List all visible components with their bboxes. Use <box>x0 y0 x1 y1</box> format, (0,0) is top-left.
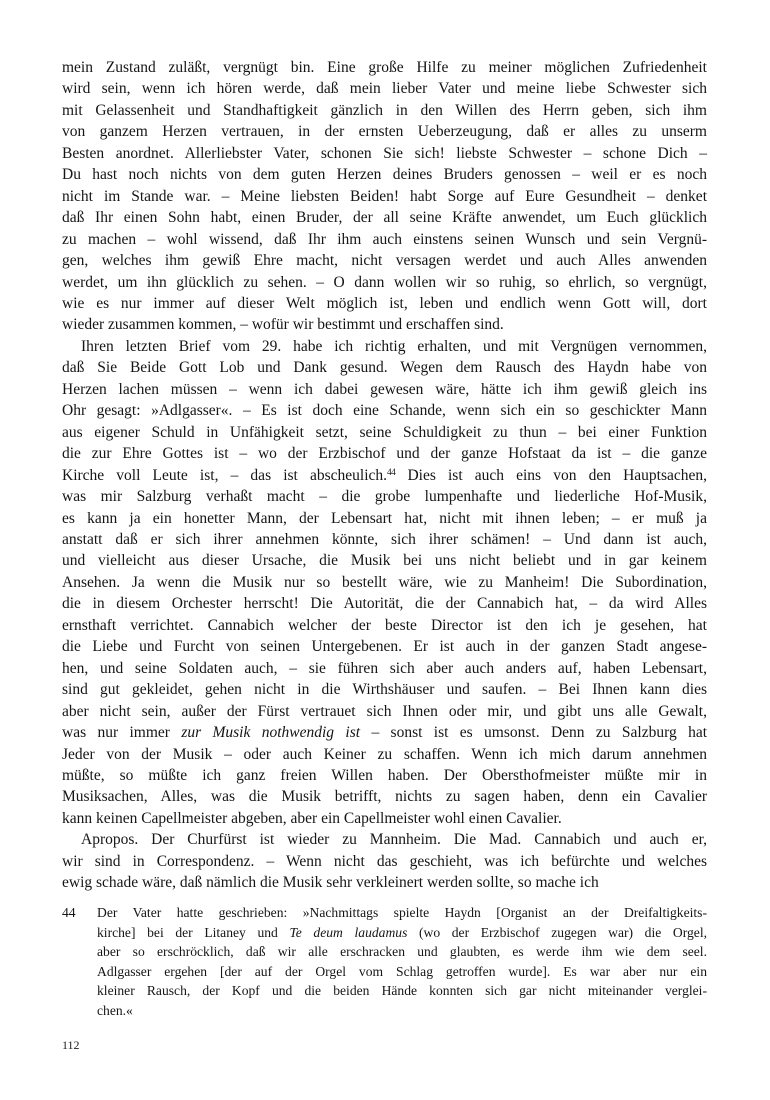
text-line: gen, welches ihm gewiß Ehre macht, nicht versagen werdet und auch Alles anwenden <box>62 252 707 270</box>
text-line: es kann ja ein honetter Mann, der Lebensart hat, nicht mit ihnen leben; – er muß ja <box>62 509 707 527</box>
text-line: daß Ihr einen Sohn habt, einen Bruder, der all seine Kräfte anwendet, um Euch glücklich <box>62 209 707 227</box>
text-line: Ansehen. Ja wenn die Musik nur so bestellt wäre, wie zu Manheim! Die Subordination, <box>62 573 707 591</box>
footnote-line: kleiner Rausch, der Kopf und die beiden Hände konnten sich gar nicht miteinander verglei- <box>97 983 707 998</box>
text-line: aber nicht sein, außer der Fürst vertrauet sich Ihnen oder mir, und gibt uns alle Gewalt, <box>62 702 707 720</box>
text-line: die in diesem Orchester herrscht! Die Autorität, die der Cannabich hat, – da wird Alles <box>62 595 707 613</box>
footnote-line: Der Vater hatte geschrieben: »Nachmittags spielte Haydn [Organist an der Dreifaltigkeits- <box>97 905 707 920</box>
text-line: wird sein, wenn ich hören werde, daß mein lieber Vater und meine liebe Schwester sich <box>62 80 707 98</box>
page-number: 112 <box>62 1038 80 1052</box>
text-line: und vielleicht aus dieser Ursache, die Musik bei uns nicht beliebt und in gar keinem <box>62 552 707 570</box>
text-line: wieder zusammen kommen, – wofür wir bestimmt und erschaffen sind. <box>62 316 504 334</box>
main-text <box>62 57 707 894</box>
text-line: anstatt daß er sich ihrer annehmen könnte, sich ihrer schämen! – Und dann ist auch, <box>62 530 707 548</box>
text-line: von ganzem Herzen vertrauen, in der ernsten Ueberzeugung, daß er alles zu unserm <box>62 123 707 141</box>
text-line: aus eigener Schuld in Unfähigkeit setzt, seine Schuldigkeit zu thun – bei einer Funktion <box>62 423 707 441</box>
footnote-44 <box>62 903 707 1020</box>
text-line: zu machen – wohl wissend, daß Ihr ihm auch einstens seinen Wunsch und sein Vergnü- <box>62 230 707 248</box>
text-line: Kirche voll Leute ist, – das ist abscheulich.$^{44}$ Dies ist auch eins von den Hauptsachen, <box>62 466 708 484</box>
text-line: mein Zustand zuläßt, vergnügt bin. Eine große Hilfe zu meiner möglichen Zufriedenheit <box>62 59 707 76</box>
text-line: nicht im Stande war. – Meine liebsten Beiden! habt Sorge auf Eure Gesundheit – denket <box>62 187 707 205</box>
footnote-line: chen.« <box>97 1002 133 1018</box>
footnote-line: kirche] bei der Litaney und Te deum laudamus (wo der Erzbischof zugegen war) die Orgel, <box>97 924 707 940</box>
text-line: daß Sie Beide Gott Lob und Dank gesund. Wegen dem Rausch des Haydn habe von <box>62 359 707 377</box>
footnote-number: 44 <box>62 905 76 920</box>
text-line: Ihren letzten Brief vom 29. habe ich richtig erhalten, und mit Vergnügen vernommen, <box>81 337 707 355</box>
text-line: die Liebe und Furcht von seinen Untergebenen. Er ist auch in der ganzen Stadt angese- <box>62 638 707 656</box>
text-line: Jeder von der Musik – oder auch Keiner zu schaffen. Wenn ich mich darum annehmen <box>62 745 707 763</box>
footnote-lines <box>97 903 707 1020</box>
text-line: werdet, um ihn glücklich zu sehen. – O dann wollen wir so ruhig, so ehrlich, so vergnügt, <box>62 273 707 291</box>
text-line: ewig schade wäre, daß nämlich die Musik sehr verkleinert werden sollte, so mache ich <box>62 874 599 892</box>
text-line: die zur Ehre Gottes ist – wo der Erzbischof und der ganze Hofstaat da ist – die ganze <box>62 445 707 463</box>
text-line: mit Gelassenheit und Standhaftigkeit gänzlich in den Willen des Herrn geben, sich ihm <box>62 101 707 119</box>
text-line: Herzen lachen müssen – wenn ich dabei gewesen wäre, hätte ich ihm gewiß gleich ins <box>62 380 707 398</box>
text-line: Du hast noch nichts von dem guten Herzen deines Bruders genossen – weil er es noch <box>62 166 707 184</box>
text-line: müßte, so müßte ich ganz freien Willen haben. Der Obersthofmeister müßte mir in <box>62 766 707 784</box>
text-line: Apropos. Der Churfürst ist wieder zu Mannheim. Die Mad. Cannabich und auch er, <box>81 831 707 849</box>
text-line: hen, und seine Soldaten auch, – sie führen sich aber auch anders auf, haben Lebensart, <box>62 659 707 677</box>
text-line: ernsthaft verrichtet. Cannabich welcher der beste Director ist den ich je gesehen, hat <box>62 616 707 634</box>
text-line: was mir Salzburg verhaßt macht – die grobe lumpenhafte und liederliche Hof-Musik, <box>62 488 707 506</box>
text-line: Ohr gesagt: »Adlgasser«. – Es ist doch eine Schande, wenn sich ein so geschickter Mann <box>62 402 707 420</box>
text-line: Musiksachen, Alles, was die Musik betrifft, nichts zu sagen haben, denn ein Cavalier <box>62 788 707 806</box>
text-line: was nur immer zur Musik nothwendig ist – sonst ist es umsonst. Denn zu Salzburg hat <box>62 724 708 742</box>
footnote-line: aber so erschröcklich, daß wir alle erschracken und glaubten, es werde ihm wie dem seel. <box>97 944 707 959</box>
footnote-ref: 44 <box>387 467 396 478</box>
text-line: sind gut gekleidet, gehen nicht in die Wirthshäuser und saufen. – Bei Ihnen kann dies <box>62 681 707 699</box>
footnote-line: Adlgasser ergehen [der auf der Orgel vom Schlag getroffen wurde]. Es war aber nur ein <box>97 963 707 979</box>
footnote-section <box>62 903 707 1020</box>
text-line: Besten anordnet. Allerliebster Vater, schonen Sie sich! liebste Schwester – schone Dich – <box>62 144 707 162</box>
text-line: wir sind in Correspondenz. – Wenn nicht das geschieht, was ich befürchte und welches <box>62 852 707 870</box>
text-line: wie es nur immer auf dieser Welt möglich ist, leben und endlich wenn Gott will, dort <box>62 294 707 312</box>
text-line: kann keinen Capellmeister abgeben, aber ein Capellmeister wohl einen Cavalier. <box>62 809 562 827</box>
